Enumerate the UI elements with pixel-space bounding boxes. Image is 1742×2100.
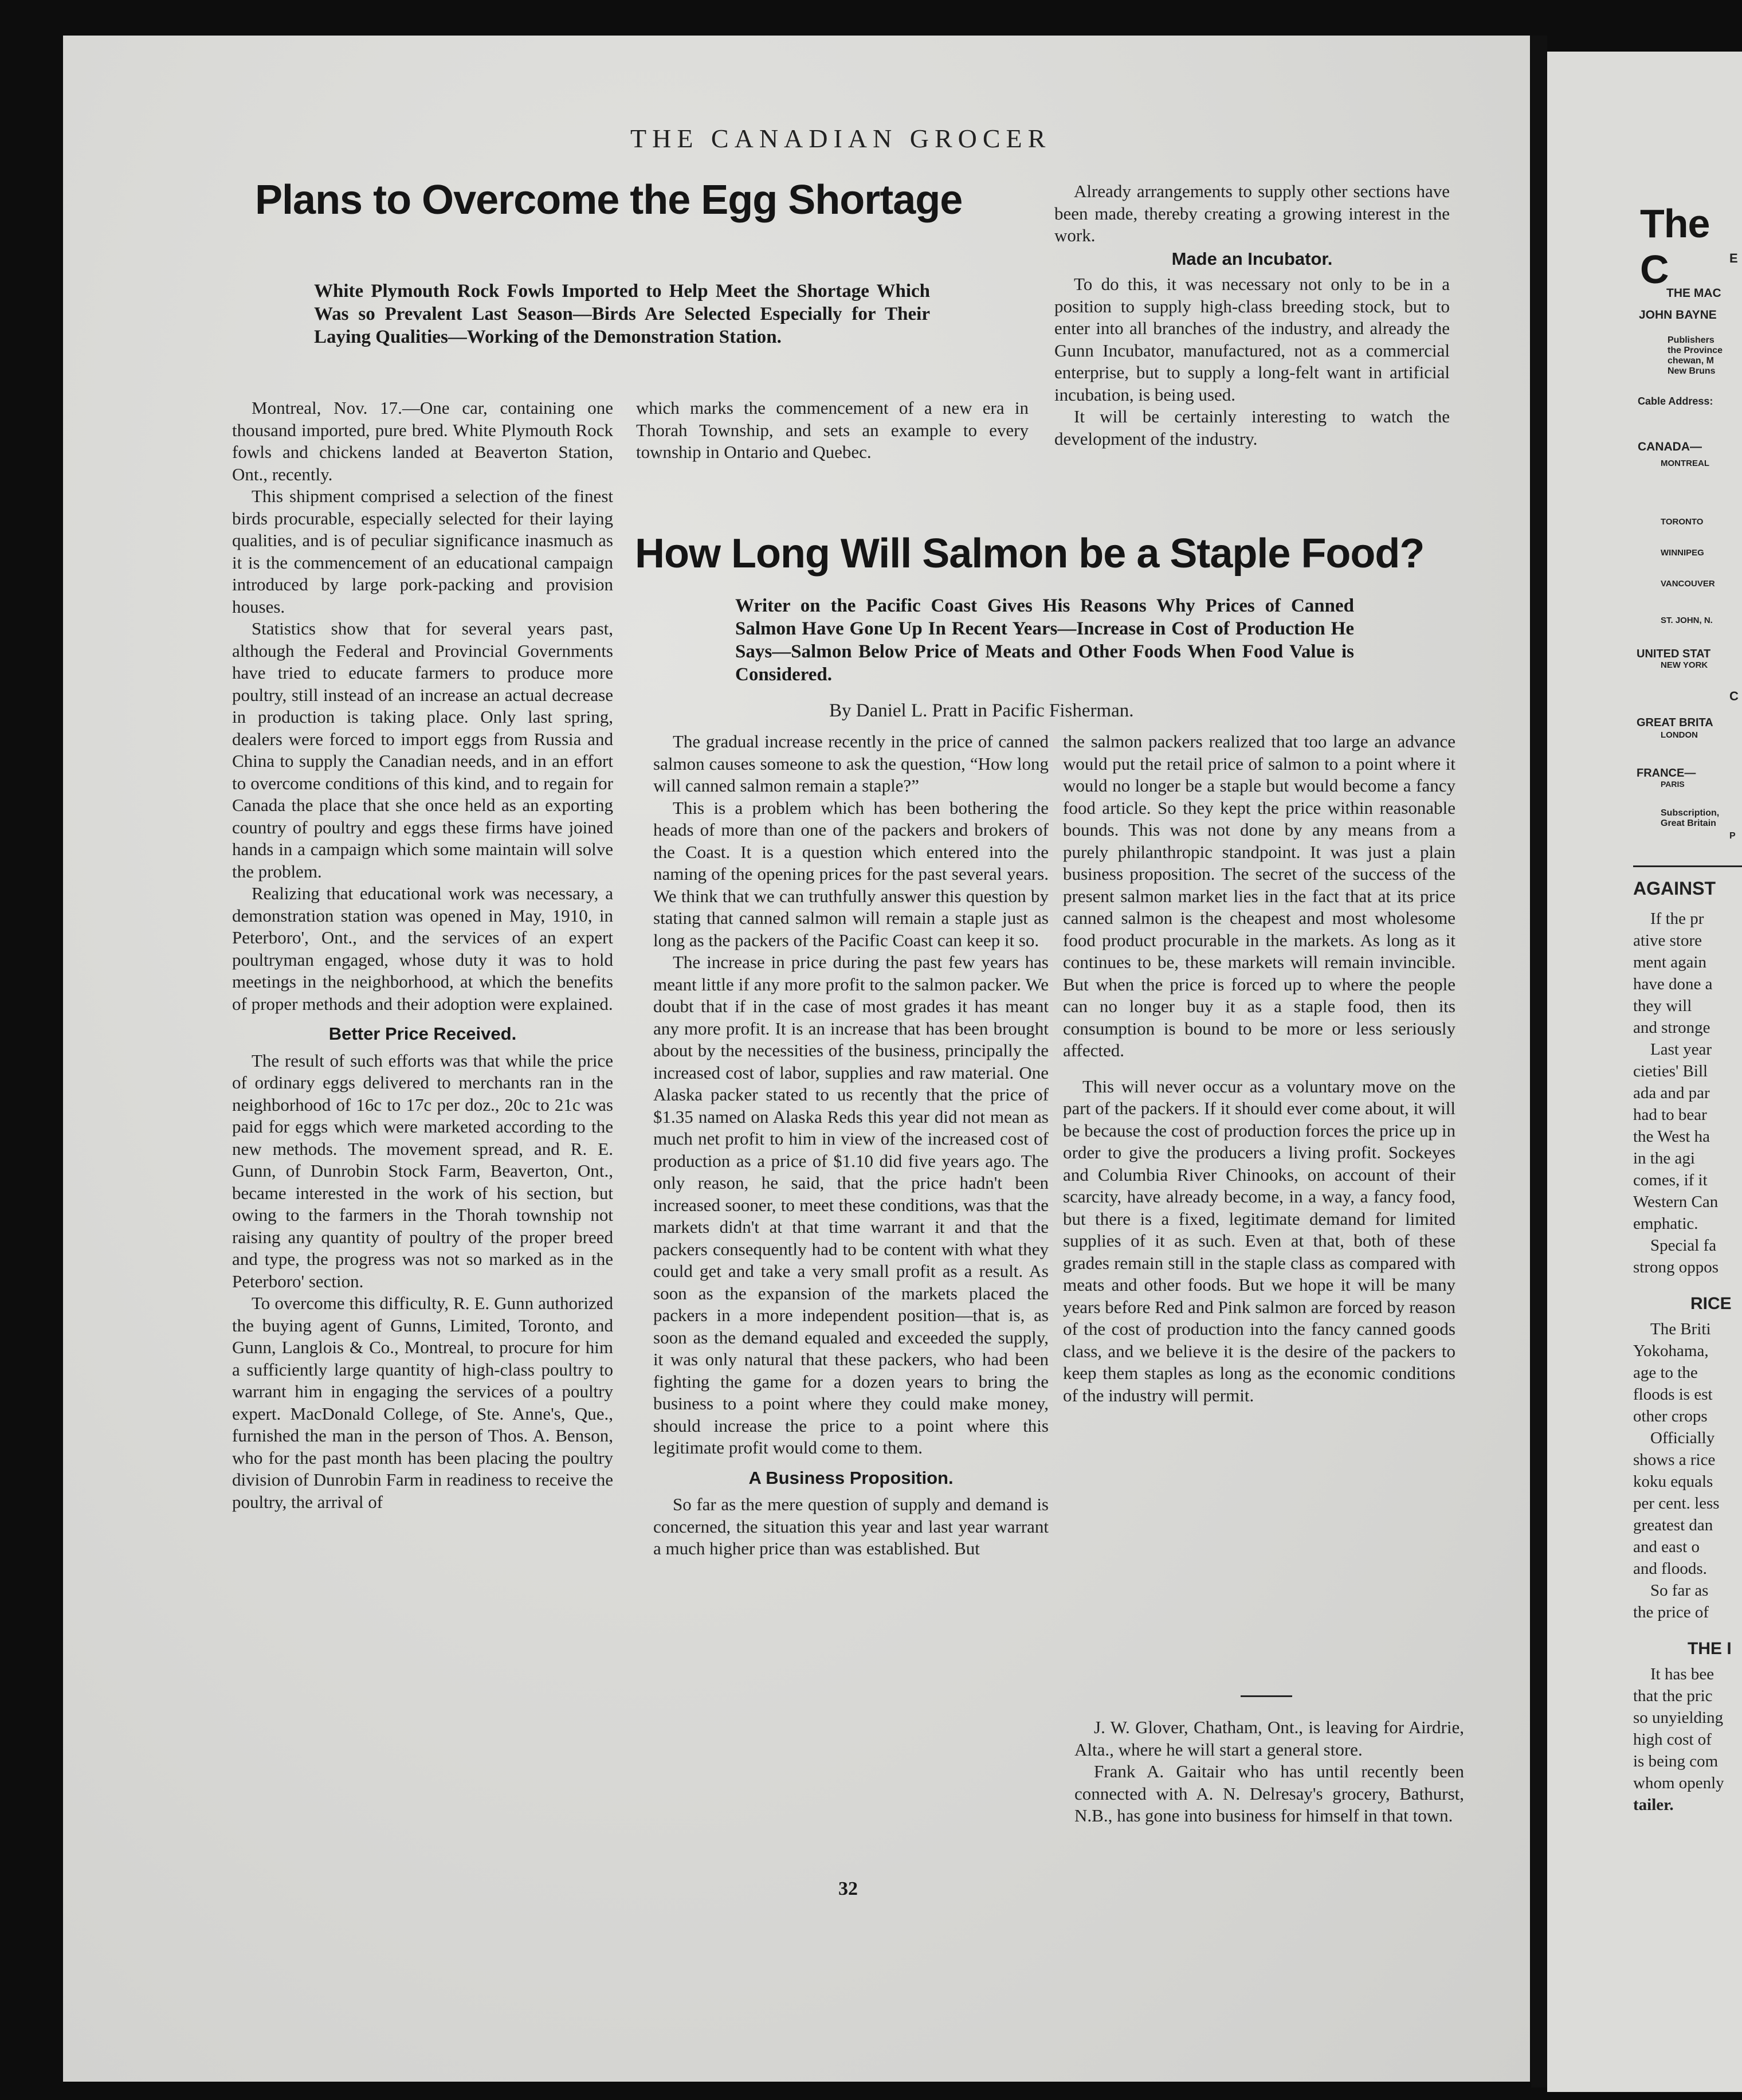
right-page-line: strong oppos	[1633, 1258, 1719, 1276]
subheading-better-price: Better Price Received.	[328, 1024, 517, 1044]
right-page-line: so unyielding	[1633, 1709, 1724, 1727]
right-page-line: the price of	[1633, 1603, 1709, 1621]
right-page-line: ment again	[1633, 953, 1707, 971]
right-page-line: greatest dan	[1633, 1516, 1713, 1534]
right-page-line: whom openly	[1633, 1774, 1724, 1792]
right-page-line: JOHN BAYNE	[1639, 308, 1717, 322]
right-page-line: Last year	[1650, 1040, 1712, 1059]
right-page-line: ada and par	[1633, 1084, 1710, 1102]
right-page-heading: RICE	[1690, 1294, 1732, 1313]
right-page-line: have done a	[1633, 975, 1713, 993]
right-page-line: ST. JOHN, N.	[1661, 616, 1713, 625]
divider-rule	[1241, 1695, 1292, 1697]
right-page-line: and floods.	[1633, 1560, 1707, 1578]
right-page-line: that the pric	[1633, 1687, 1713, 1705]
right-page-line: It has bee	[1650, 1665, 1714, 1683]
right-page-line: ative store	[1633, 931, 1702, 950]
right-page-line: C	[1729, 689, 1739, 703]
paragraph: Already arrangements to supply other sections have been made, thereby creating a growing interest in the work.	[1054, 181, 1450, 245]
right-page-line: Special fa	[1650, 1236, 1717, 1255]
right-page-line: per cent. less	[1633, 1494, 1720, 1513]
right-page-line: FRANCE—	[1637, 767, 1696, 779]
paragraph: This shipment comprised a selection of the finest birds procurable, especially selected for their laying qualities, and is of peculiar significance inasmuch as it is the commencement of an educational campaign introduced by large pork-packing and provision houses.	[232, 486, 613, 617]
right-page-line: cieties' Bill	[1633, 1062, 1708, 1080]
paragraph: Realizing that educational work was necessary, a demonstration station was opened in May, 1910, in Peterboro', Ont., and the services of an expert poultryman engaged, whose duty it was to hold meetings in the neighborhood, at which the benefits of proper methods and their adoption were explained.	[232, 883, 613, 1014]
paragraph: Statistics show that for several years past, although the Federal and Provincial Governments have tried to educate farmers to produce more poultry, still instead of an increase an actual decrease in production is taking place. Only last spring, dealers were forced to import eggs from Russia and China to supply the Canadian needs, and in an effort to overcome conditions of this kind, and to regain for Canada the place that she once held as an exporting country of poultry and eggs these firms have joined hands in a campaign which some maintain will solve the problem.	[232, 618, 613, 881]
right-page-title: The C	[1640, 201, 1710, 292]
page-number: 32	[838, 1878, 858, 1899]
right-page	[1547, 52, 1742, 2092]
right-page-line: NEW YORK	[1661, 660, 1708, 670]
right-page-line: PARIS	[1661, 779, 1685, 789]
article2-byline: By Daniel L. Pratt in Pacific Fisherman.	[829, 700, 1134, 721]
right-page-line: and east o	[1633, 1538, 1700, 1556]
right-page-line: If the pr	[1650, 910, 1704, 928]
right-page-line: GREAT BRITA	[1637, 716, 1713, 729]
right-page-line: in the agi	[1633, 1149, 1695, 1167]
right-page-line: Officially	[1650, 1429, 1715, 1447]
right-page-line: MONTREAL	[1661, 459, 1709, 468]
paragraph: The gradual increase recently in the price of canned salmon causes someone to ask the question, “How long will canned salmon remain a staple?”	[653, 731, 1049, 796]
right-page-line: the West ha	[1633, 1127, 1710, 1146]
right-page-line: CANADA—	[1638, 440, 1702, 453]
paragraph: The increase in price during the past few years has meant little if any more profit to the salmon packer. We doubt that if in the case of most grades it has meant any more profit. It is an increase that has been brought about by the necessities of the business, principally the increased cost of labor, supplies and raw material. One Alaska packer stated to us recently that the price of $1.35 named on Alaska Reds this year did not mean as much net profit to him in view of the increased cost of production as a price of $1.10 did five years ago. The only reason, he said, that the price hadn't been increased sooner, to meet these conditions, was that the markets didn't at that time warrant it and that the packers consequently had to be content with what they could get and take a very small profit as a result. As soon as the expansion of the markets placed the packers in a more independent position—that is, as soon as the demand equaled and exceeded the supply, it was only natural that these packers, who had been fighting the game for a dozen years to bring the business to a point where they could make money, should increase the price to a point where this legitimate profit would come to them.	[653, 952, 1049, 1458]
right-page-line: Cable Address:	[1638, 395, 1713, 407]
article1-title: Plans to Overcome the Egg Shortage	[255, 177, 963, 223]
subheading-incubator: Made an Incubator.	[1171, 248, 1333, 269]
article2-column1	[653, 731, 1049, 1560]
right-page-line: comes, if it	[1633, 1171, 1708, 1189]
article1-column3	[1054, 181, 1450, 450]
paragraph: To overcome this difficulty, R. E. Gunn authorized the buying agent of Gunns, Limited, Toronto, and Gunn, Langlois & Co., Montreal, to procure for him a sufficiently large quantity of high-class poultry to warrant him in engaging the services of a poultry expert. MacDonald College, of Ste. Anne's, Que., furnished the man in the person of Thos. A. Benson, who for the past month has been placing the poultry division of Dunrobin Farm in readiness to receive the poultry, the arrival of	[232, 1293, 613, 1512]
right-page-rule	[1633, 865, 1742, 867]
right-page-line: the Province	[1668, 346, 1723, 355]
right-page-line: E	[1729, 251, 1738, 265]
right-page-line: VANCOUVER	[1661, 579, 1715, 589]
subheading-business-proposition: A Business Proposition.	[748, 1467, 954, 1488]
right-page-line: they will	[1633, 997, 1692, 1015]
right-page-line: had to bear	[1633, 1106, 1707, 1124]
page-divider	[1531, 36, 1547, 2087]
running-head: THE CANADIAN GROCER	[630, 124, 1052, 153]
paragraph: This is a problem which has been bothering the heads of more than one of the packers and brokers of the Coast. It is a question which entered into the naming of the opening prices for the past several years. We think that we can truthfully answer this question by stating that canned salmon will remain a staple just as long as the packers of the Pacific Coast can keep it so.	[653, 797, 1049, 950]
right-page-line: Yokohama,	[1633, 1342, 1709, 1360]
paragraph: The result of such efforts was that while the price of ordinary eggs delivered to merchants ran in the neighborhood of 16c to 17c per doz., 20c to 21c was paid for eggs which were marketed according to the new methods. The movement spread, and R. E. Gunn, of Dunrobin Stock Farm, Beaverton, Ont., became interested in the work of his section, but owing to the farmers in the Thorah township not raising any quantity of poultry of the proper breed and type, the progress was not so marked as in the Peterboro' section.	[232, 1050, 613, 1291]
right-page-line: and stronge	[1633, 1018, 1710, 1037]
article2-deck: Writer on the Pacific Coast Gives His Reasons Why Prices of Canned Salmon Have Gone Up In Recent Years—Increase in Cost of Production He Says—Salmon Below Price of Meats and Other Foods When Food Value is Considered.	[735, 595, 1354, 685]
paragraph: This will never occur as a voluntary move on the part of the packers. If it should ever come about, it will be because the cost of production forces the price up in order to give the producers a living profit. Sockeyes and Columbia River Chinooks, on account of their scarcity, have already become, in a way, a fancy food, but there is a fixed, legitimate demand for limited supplies of it as such. Even at that, both of these grades remain still in the staple class as compared with meats and other foods. But we hope it will be many years before Red and Pink salmon are forced by reason of the cost of production into the fancy canned goods class, and we believe it is the desire of the packers to keep them staples as long as the economic conditions of the industry will permit.	[1063, 1076, 1455, 1405]
paragraph: It will be certainly interesting to watch the development of the industry.	[1054, 406, 1450, 449]
paragraph: which marks the commencement of a new era in Thorah Township, and sets an example to every township in Ontario and Quebec.	[636, 398, 1029, 462]
note-item: J. W. Glover, Chatham, Ont., is leaving for Airdrie, Alta., where he will start a general store.	[1074, 1717, 1464, 1760]
right-page-heading: THE I	[1688, 1639, 1732, 1658]
right-page-line: TORONTO	[1661, 517, 1704, 527]
right-page-line: The Briti	[1650, 1320, 1711, 1338]
trade-notes	[1074, 1717, 1464, 1827]
right-page-line: Western Can	[1633, 1193, 1719, 1211]
right-page-line: UNITED STAT	[1637, 648, 1711, 660]
right-page-line: So far as	[1650, 1581, 1709, 1600]
article2-column2	[1063, 731, 1455, 1406]
right-page-heading: AGAINST	[1633, 878, 1716, 899]
right-page-line: New Bruns	[1668, 366, 1716, 376]
right-page-line: other crops	[1633, 1407, 1708, 1425]
right-page-line: emphatic.	[1633, 1214, 1698, 1233]
right-page-line: tailer.	[1633, 1796, 1674, 1814]
right-page-line: THE MAC	[1666, 287, 1721, 300]
right-page-line: Subscription,	[1661, 808, 1720, 818]
right-page-line: Great Britain	[1661, 818, 1716, 828]
note-item: Frank A. Gaitair who has until recently been connected with A. N. Delresay's grocery, Bathurst, N.B., has gone into business for himself in that town.	[1074, 1761, 1464, 1825]
right-page-line: age to the	[1633, 1364, 1698, 1382]
article1-column2	[636, 397, 1029, 464]
right-page-line: shows a rice	[1633, 1451, 1716, 1469]
right-page-line: floods is est	[1633, 1385, 1713, 1404]
right-page-line: Publishers	[1668, 335, 1714, 345]
paragraph: To do this, it was necessary not only to be in a position to supply high-class breeding stock, but to enter into all branches of the industry, and already the Gunn Incubator, manufactured, not as a commercial enterprise, but to supply a long-felt want in artificial incubation, is being used.	[1054, 274, 1450, 405]
article2-title: How Long Will Salmon be a Staple Food?	[635, 531, 1425, 577]
right-page-line: chewan, M	[1668, 356, 1714, 366]
article1-column1	[232, 397, 613, 1513]
right-page-line: P	[1729, 831, 1736, 841]
right-page-line: WINNIPEG	[1661, 548, 1704, 558]
paragraph: Montreal, Nov. 17.—One car, containing one thousand imported, pure bred. White Plymouth Rock fowls and chickens landed at Beaverton Station, Ont., recently.	[232, 398, 613, 484]
right-page-line: koku equals	[1633, 1472, 1713, 1491]
right-page-line: is being com	[1633, 1752, 1719, 1770]
paragraph: So far as the mere question of supply and demand is concerned, the situation this year and last year warrant a much higher price than was established. But	[653, 1494, 1049, 1558]
right-page-line: LONDON	[1661, 730, 1698, 740]
right-page-line: high cost of	[1633, 1730, 1712, 1749]
article1-deck: White Plymouth Rock Fowls Imported to Help Meet the Shortage Which Was so Prevalent Last Season—Birds Are Selected Especially for Their Laying Qualities—Working of the Demonstration Station.	[314, 281, 930, 347]
paragraph: the salmon packers realized that too large an advance would put the retail price of salmon to a point where it would no longer be a staple but would become a fancy food article. So they kept the price within reasonable bounds. This was not done by any means from a purely philanthropic standpoint. It was just a plain business proposition. The secret of the success of the present salmon market lies in the fact that at its price canned salmon is the cheapest and most wholesome food product procurable in the markets. As long as it continues to be, these markets will remain invincible. But when the price is forced up to where the people can no longer buy it as a staple food, then its consumption is bound to be more or less seriously affected.	[1063, 731, 1455, 1060]
